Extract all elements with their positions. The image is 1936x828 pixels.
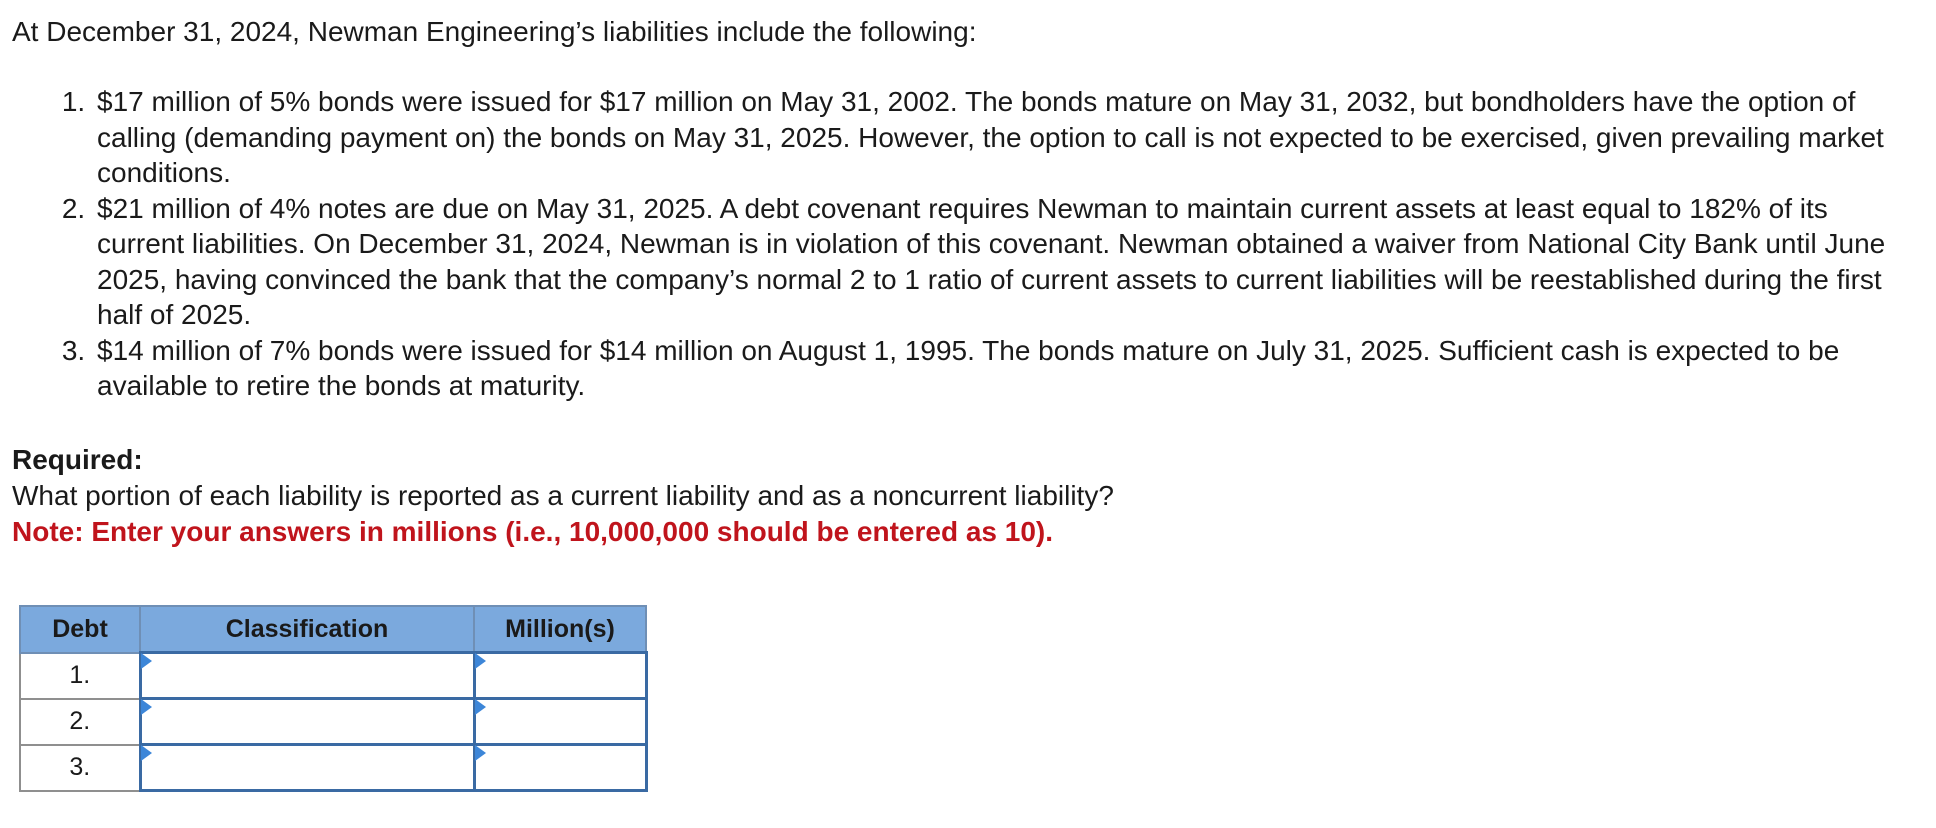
debt-number-cell: 2. xyxy=(20,699,140,745)
dropdown-marker-icon xyxy=(475,653,486,669)
debt-number-cell: 3. xyxy=(20,745,140,791)
question-text: What portion of each liability is reported as a current liability and as a noncurrent liability? xyxy=(12,479,1114,511)
instruction-note: Note: Enter your answers in millions (i.e., 10,000,000 should be entered as 10). xyxy=(12,515,1054,547)
table-row xyxy=(20,653,646,699)
debt-column-header: Debt xyxy=(20,606,140,653)
classification-input[interactable] xyxy=(142,700,473,743)
dropdown-marker-icon xyxy=(475,745,486,761)
millions-input[interactable] xyxy=(476,654,645,697)
list-item: 1. $17 million of 5% bonds were issued for $17 million on May 31, 2002. The bonds mature on May 31, 2032, but bondholders have the option of calling (demanding payment on) the bonds on May 31, 2025. However, the option to call is not expected to be exercised, given prevailing market conditions. xyxy=(93,84,1912,191)
millions-column-header: Million(s) xyxy=(474,606,646,653)
debt-number-cell: 1. xyxy=(20,653,140,699)
required-heading: Required: xyxy=(12,443,143,475)
list-item: 2. $21 million of 4% notes are due on May 31, 2025. A debt covenant requires Newman to maintain current assets at least equal to 182% of its current liabilities. On December 31, 2024, Newman is in violation of this covenant. Newman obtained a waiver from National City Bank until June 2025, having convinced the bank that the company’s normal 2 to 1 ratio of current assets to current liabilities will be reestablished during the first half of 2025. xyxy=(93,191,1912,333)
dropdown-marker-icon xyxy=(475,699,486,715)
millions-input-cell[interactable] xyxy=(474,653,646,699)
classification-column-header: Classification xyxy=(140,606,474,653)
list-item: 3. $14 million of 7% bonds were issued for $14 million on August 1, 1995. The bonds mature on July 31, 2025. Sufficient cash is expected to be available to retire the bonds at maturity. xyxy=(93,333,1912,404)
table-header-row xyxy=(20,606,646,653)
dropdown-marker-icon xyxy=(141,699,152,715)
millions-input-cell[interactable] xyxy=(474,699,646,745)
classification-input[interactable] xyxy=(142,746,473,789)
dropdown-marker-icon xyxy=(141,653,152,669)
millions-input[interactable] xyxy=(476,700,645,743)
intro-text: At December 31, 2024, Newman Engineering’s liabilities include the following: xyxy=(12,16,977,47)
table-row xyxy=(20,745,646,791)
answer-table xyxy=(19,605,648,792)
classification-dropdown[interactable] xyxy=(140,653,474,699)
liabilities-list xyxy=(12,84,1912,404)
table-row xyxy=(20,699,646,745)
classification-dropdown[interactable] xyxy=(140,745,474,791)
millions-input-cell[interactable] xyxy=(474,745,646,791)
question-content xyxy=(12,14,1912,550)
classification-input[interactable] xyxy=(142,654,473,697)
millions-input[interactable] xyxy=(476,746,645,789)
dropdown-marker-icon xyxy=(141,745,152,761)
classification-dropdown[interactable] xyxy=(140,699,474,745)
